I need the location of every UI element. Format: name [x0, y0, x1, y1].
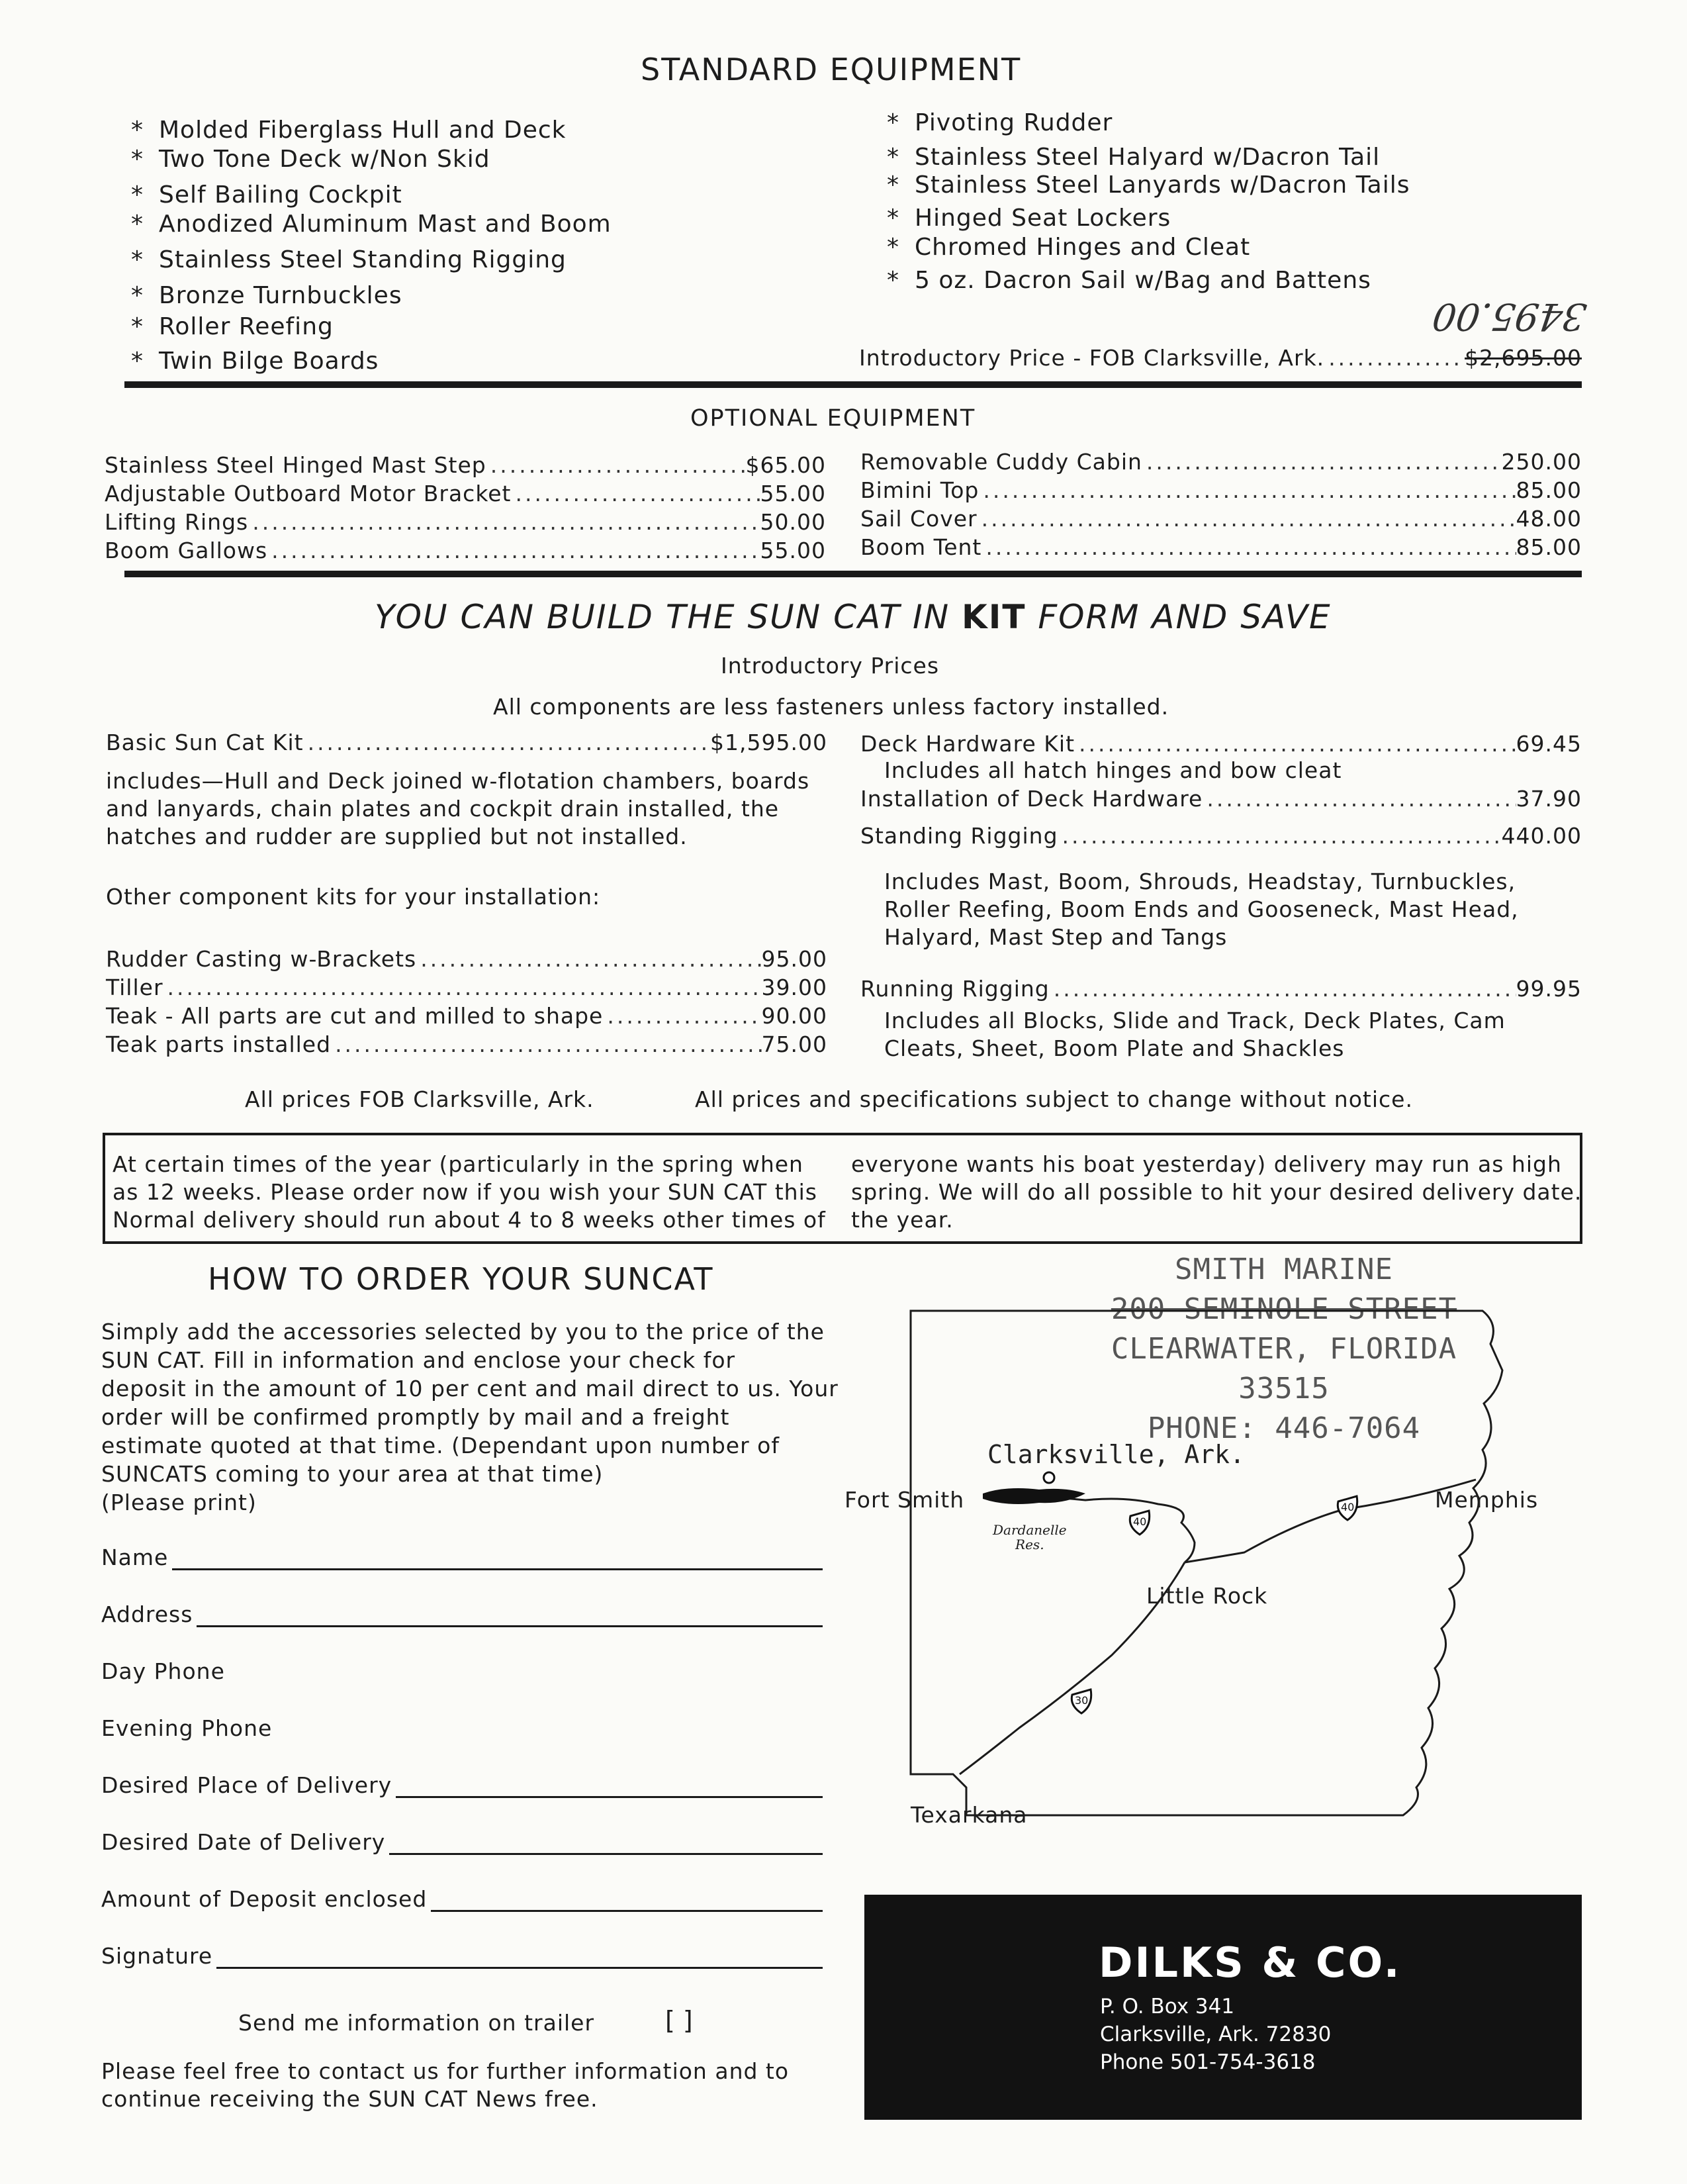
dealer-address: P. O. Box 341 Clarksville, Ark. 72830 Phone 501-754-3618	[1100, 1995, 1332, 2074]
optional-item: Removable Cuddy Cabin ..... 250.00	[860, 449, 1582, 475]
signature-field[interactable]: Signature	[101, 1943, 823, 1969]
divider	[124, 381, 1582, 388]
optional-item: Boom Gallows ..... 55.00	[105, 538, 826, 563]
list-item: * Pivoting Rudder	[887, 109, 1113, 136]
deposit-field[interactable]: Amount of Deposit enclosed	[101, 1886, 823, 1912]
basic-kit-includes: includes—Hull and Deck joined w-flotation chambers, boards and lanyards, chain plates and cockpit drain installed, the hatches and rudder are supplied but not installed.	[106, 768, 810, 849]
asterisk-icon: *	[131, 211, 144, 238]
asterisk-icon: *	[887, 171, 899, 199]
asterisk-icon: *	[131, 117, 144, 144]
asterisk-icon: *	[131, 313, 144, 340]
optional-item: Lifting Rings ..... 50.00	[105, 509, 826, 535]
asterisk-icon: *	[131, 348, 144, 375]
introductory-price-value: $2,695.00	[1465, 345, 1582, 371]
component-row: Teak - All parts are cut and milled to shape ..... 90.00	[106, 1003, 827, 1029]
other-components-heading: Other component kits for your installation:	[106, 884, 601, 910]
day-phone-field[interactable]: Day Phone	[101, 1658, 225, 1684]
delivery-notice-left: At certain times of the year (particularly in the spring when as 12 weeks. Please order now if you wish your SUN CAT this Normal delivery should run about 4 to 8 weeks other times of	[113, 1151, 826, 1233]
svg-text:40: 40	[1133, 1515, 1147, 1528]
list-item: * Roller Reefing	[131, 313, 334, 340]
clarksville-marker-icon	[1044, 1472, 1054, 1483]
list-item: * Stainless Steel Standing Rigging	[131, 246, 567, 273]
asterisk-icon: *	[131, 246, 144, 273]
kit-note: All components are less fasteners unless factory installed.	[493, 694, 1169, 720]
city-memphis: Memphis	[1435, 1487, 1539, 1513]
list-item: * 5 oz. Dacron Sail w/Bag and Battens	[887, 267, 1371, 294]
name-field[interactable]: Name	[101, 1544, 823, 1570]
delivery-notice-right: everyone wants his boat yesterday) delivery may run as high spring. We will do all possible to hit your desired delivery date. the year.	[851, 1151, 1582, 1233]
asterisk-icon: *	[887, 205, 899, 232]
install-deck-row: Installation of Deck Hardware ..... 37.90	[860, 786, 1582, 812]
delivery-date-field[interactable]: Desired Date of Delivery	[101, 1829, 823, 1855]
list-item: * Two Tone Deck w/Non Skid	[131, 146, 490, 173]
optional-item: Stainless Steel Hinged Mast Step ..... $65.00	[105, 452, 826, 478]
dealer-name: DILKS & CO.	[1099, 1938, 1402, 1987]
list-item: * Anodized Aluminum Mast and Boom	[131, 211, 612, 238]
asterisk-icon: *	[887, 144, 899, 171]
delivery-place-field[interactable]: Desired Place of Delivery	[101, 1772, 823, 1798]
list-item: * Self Bailing Cockpit	[131, 181, 402, 209]
evening-phone-field[interactable]: Evening Phone	[101, 1715, 273, 1741]
deck-hardware-note: Includes all hatch hinges and bow cleat	[884, 757, 1342, 783]
list-item: * Hinged Seat Lockers	[887, 205, 1171, 232]
clarksville-typed-label: Clarksville, Ark.	[987, 1440, 1245, 1469]
fob-note: All prices FOB Clarksville, Ark.	[245, 1086, 594, 1112]
dealer-stamp: SMITH MARINE 200 SEMINOLE STREET CLEARWATER, FLORIDA 33515 PHONE: 446-7064	[1111, 1253, 1457, 1445]
order-intro: Simply add the accessories selected by you to the price of the SUN CAT. Fill in information and enclose your check for deposit in the amount of 10 per cent and mail direct to us. Your order will be confirmed promptly by mail and a freight estimate quoted at that time. (Dependant upon number of SUNCATS coming to your area at that time) (Please print)	[101, 1319, 839, 1515]
optional-item: Adjustable Outboard Motor Bracket ..... 55.00	[105, 481, 826, 506]
asterisk-icon: *	[131, 146, 144, 173]
svg-text:40: 40	[1341, 1501, 1355, 1513]
kit-subtitle: Introductory Prices	[721, 653, 940, 679]
standard-equipment-title: STANDARD EQUIPMENT	[641, 52, 1022, 87]
list-item: * Molded Fiberglass Hull and Deck	[131, 117, 567, 144]
list-item: * Twin Bilge Boards	[131, 348, 379, 375]
order-title: HOW TO ORDER YOUR SUNCAT	[208, 1261, 714, 1297]
kit-title: YOU CAN BUILD THE SUN CAT IN KIT FORM AND SAVE	[375, 598, 1332, 636]
closing-text: Please feel free to contact us for further information and to continue receiving the SUN CAT News free.	[101, 2058, 790, 2112]
asterisk-icon: *	[887, 234, 899, 261]
running-rigging-row: Running Rigging ..... 99.95	[860, 976, 1582, 1002]
optional-equipment-title: OPTIONAL EQUIPMENT	[690, 405, 976, 432]
component-row: Rudder Casting w-Brackets ..... 95.00	[106, 946, 827, 972]
deck-hardware-row: Deck Hardware Kit ..... 69.45	[860, 731, 1582, 757]
asterisk-icon: *	[887, 267, 899, 294]
list-item: * Chromed Hinges and Cleat	[887, 234, 1251, 261]
optional-item: Boom Tent ..... 85.00	[860, 534, 1582, 560]
introductory-price-row: Introductory Price - FOB Clarksville, Ark. ..... $2,695.00	[859, 345, 1582, 371]
optional-item: Bimini Top ..... 85.00	[860, 477, 1582, 503]
running-rigging-note: Includes all Blocks, Slide and Track, Deck Plates, Cam Cleats, Sheet, Boom Plate and Shackles	[884, 1008, 1506, 1061]
list-item: * Stainless Steel Halyard w/Dacron Tail	[887, 144, 1381, 171]
handwritten-price: 3495.00	[1430, 295, 1590, 338]
list-item: * Bronze Turnbuckles	[131, 282, 402, 309]
standing-rigging-note: Includes Mast, Boom, Shrouds, Headstay, Turnbuckles, Roller Reefing, Boom Ends and Gooseneck, Mast Head, Halyard, Mast Step and Tangs	[884, 869, 1519, 950]
lake-icon	[983, 1488, 1085, 1504]
trailer-checkbox[interactable]: [ ]	[665, 2006, 693, 2035]
asterisk-icon: *	[131, 181, 144, 209]
list-item: * Stainless Steel Lanyards w/Dacron Tails	[887, 171, 1410, 199]
component-row: Teak parts installed ..... 75.00	[106, 1031, 827, 1057]
dealer-block	[864, 1895, 1582, 2120]
city-fort-smith: Fort Smith	[844, 1487, 965, 1513]
basic-kit-row: Basic Sun Cat Kit ..... $1,595.00	[106, 730, 827, 755]
trailer-info-label: Send me information on trailer	[238, 2010, 595, 2036]
city-little-rock: Little Rock	[1146, 1583, 1268, 1609]
city-texarkana: Texarkana	[911, 1802, 1028, 1828]
optional-item: Sail Cover ..... 48.00	[860, 506, 1582, 532]
asterisk-icon: *	[131, 282, 144, 309]
svg-text:30: 30	[1075, 1694, 1089, 1707]
component-row: Tiller ..... 39.00	[106, 974, 827, 1000]
divider	[124, 571, 1582, 577]
standing-rigging-row: Standing Rigging ..... 440.00	[860, 823, 1582, 849]
asterisk-icon: *	[887, 109, 899, 136]
price-change-note: All prices and specifications subject to change without notice.	[695, 1086, 1413, 1112]
address-field[interactable]: Address	[101, 1601, 823, 1627]
lake-label: Dardanelle Res.	[993, 1522, 1067, 1552]
